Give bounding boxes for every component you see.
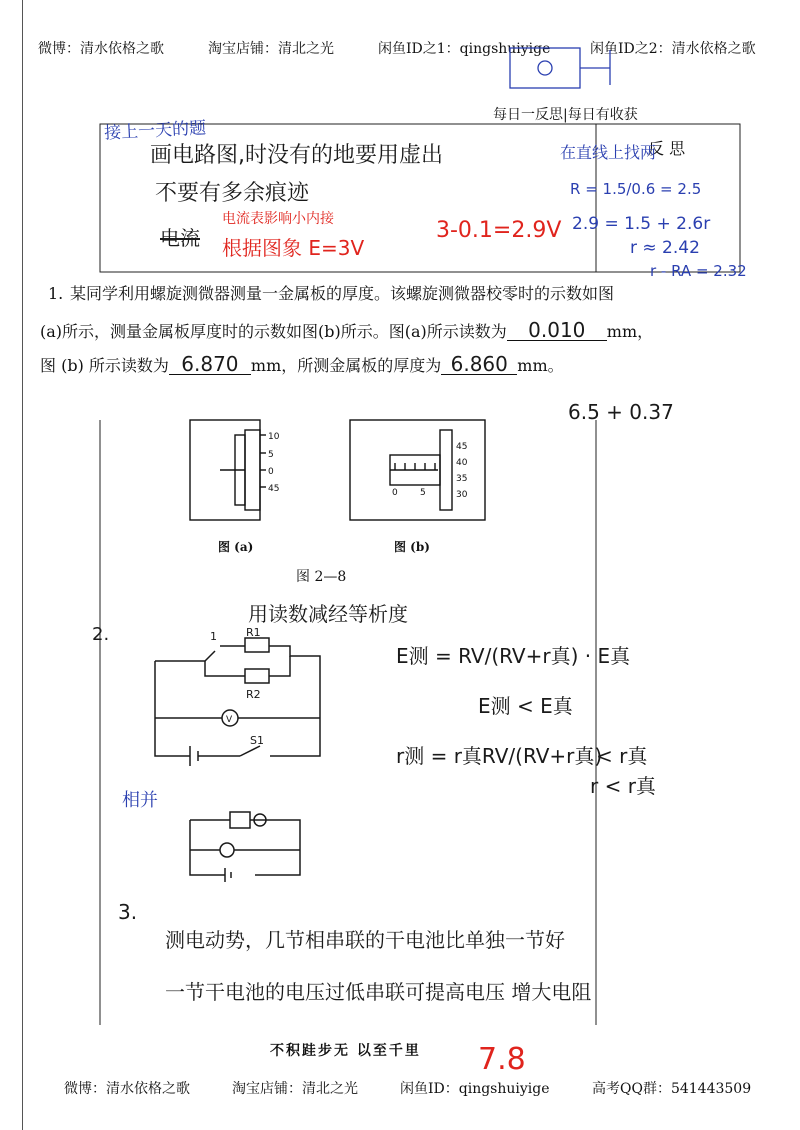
- q2-number: 2.: [92, 624, 110, 645]
- micrometer-scale-labels: [268, 432, 468, 500]
- micrometer-figures: [180, 415, 510, 555]
- fig-a-tick-0: 10: [268, 432, 280, 442]
- header-xianyu-1: 闲鱼ID之1：qingshuiyige: [378, 41, 551, 57]
- q2-eq-r2: < r真: [596, 744, 648, 768]
- reflection-label: 反 思: [648, 139, 686, 158]
- q3-number: 3.: [118, 900, 138, 924]
- handwritten-red-calc: 3-0.1=2.9V: [436, 218, 562, 243]
- footer-motto: 不积跬步无 以至千里: [270, 1043, 421, 1059]
- q2-eq-r: r测 = r真RV/(RV+r真): [396, 744, 603, 768]
- q1-number: 1.: [48, 284, 64, 303]
- circuit1-label-meter: V: [226, 715, 233, 725]
- q1-answer-c: 6.860: [441, 354, 517, 375]
- q1-line-1: 某同学利用螺旋测微器测量一金属板的厚度。该螺旋测微器校零时的示数如图: [70, 284, 615, 303]
- q2-eq-E2: E测 < E真: [478, 694, 573, 718]
- footer-taobao: 淘宝店铺：清北之光: [232, 1081, 358, 1097]
- figure-caption: 图 2—8: [296, 569, 347, 585]
- q2-circuit-2: [185, 800, 315, 890]
- fig-a-tick-1: 5: [268, 450, 274, 460]
- q3-line-2: 一节干电池的电压过低串联可提高电压 增大电阻: [165, 980, 592, 1004]
- q1-line-2-text: (a)所示，测量金属板厚度时的示数如图(b)所示。图(a)所示读数为: [40, 322, 507, 341]
- fig-a-caption: 图 (a): [218, 540, 254, 554]
- header-xianyu-2: 闲鱼ID之2：清水依格之歌: [590, 41, 756, 57]
- footer-qq-group: 高考QQ群：541443509: [592, 1081, 752, 1097]
- q3-line-1: 测电动势，几节相串联的干电池比单独一节好: [165, 928, 565, 952]
- q2-equivalent-label: 相并: [122, 790, 158, 811]
- margin-eq-1: 2.9 = 1.5 + 2.6r: [572, 214, 711, 234]
- daily-reflection-note: 每日一反思|每日有收获: [493, 107, 638, 123]
- q1-line-3-text-b: mm，所测金属板的厚度为: [250, 356, 442, 375]
- q1-unit-a: mm: [606, 322, 638, 341]
- handwritten-red-small: 电流表影响小内接: [222, 211, 334, 227]
- q1-line-2: (a)所示，测量金属板厚度时的示数如图(b)所示。图(a)所示读数为 0.010 mm，: [40, 318, 654, 342]
- fig-b-caption: 图 (b): [394, 540, 430, 554]
- margin-eq-3: r - RA = 2.32: [650, 262, 747, 280]
- q2-circuit-1: [150, 626, 330, 776]
- footer-xianyu: 闲鱼ID：qingshuiyige: [400, 1081, 550, 1097]
- margin-eq-2: r ≈ 2.42: [630, 238, 700, 258]
- circuit1-label-s1: S1: [250, 734, 264, 747]
- fig-a-tick-2: 0: [268, 467, 274, 477]
- fig-b-main-tick-0: 0: [392, 488, 398, 498]
- fig-b-tick-2: 35: [456, 474, 468, 484]
- fig-b-tick-1: 40: [456, 458, 468, 468]
- q2-title: 用读数减经等析度: [248, 602, 408, 626]
- fig-b-tick-3: 30: [456, 490, 468, 500]
- header-weibo: 微博：清水依格之歌: [38, 41, 164, 57]
- page-number-mark: 7.8: [478, 1042, 526, 1077]
- footer-weibo: 微博：清水依格之歌: [64, 1081, 190, 1097]
- circuit1-label-switch: 1: [210, 630, 217, 643]
- header-taobao: 淘宝店铺：清北之光: [208, 41, 334, 57]
- fig-a-tick-3: 45: [268, 484, 280, 494]
- handwritten-line-3-prefix: 电流: [160, 226, 200, 250]
- margin-title: 在直线上找两: [560, 143, 657, 162]
- circuit1-label-r1: R1: [246, 626, 261, 639]
- handwritten-continue-note: 接上一天的题: [103, 118, 207, 144]
- q1-side-note: 6.5 + 0.37: [568, 400, 674, 424]
- q1-line-3-end: mm。: [517, 356, 564, 375]
- handwritten-line-1: 画电路图,时没有的地要用虚出: [150, 143, 443, 168]
- fig-b-main-tick-1: 5: [420, 488, 426, 498]
- q2-eq-r3: r < r真: [590, 774, 656, 798]
- circuit1-label-r2: R2: [246, 688, 261, 701]
- handwritten-red-main: 根据图象 E=3V: [222, 236, 365, 260]
- margin-r-formula: R = 1.5/0.6 = 2.5: [570, 180, 702, 198]
- q1-answer-b: 6.870: [169, 354, 251, 375]
- q1-line-3-text-a: 图 (b) 所示读数为: [40, 356, 169, 375]
- q1-line-3: [40, 354, 564, 375]
- fig-b-tick-0: 45: [456, 442, 468, 452]
- handwritten-line-2: 不要有多余痕迹: [155, 181, 310, 206]
- q1-answer-a: 0.010: [507, 320, 607, 341]
- q2-eq-E: E测 = RV/(RV+r真) · E真: [396, 644, 631, 668]
